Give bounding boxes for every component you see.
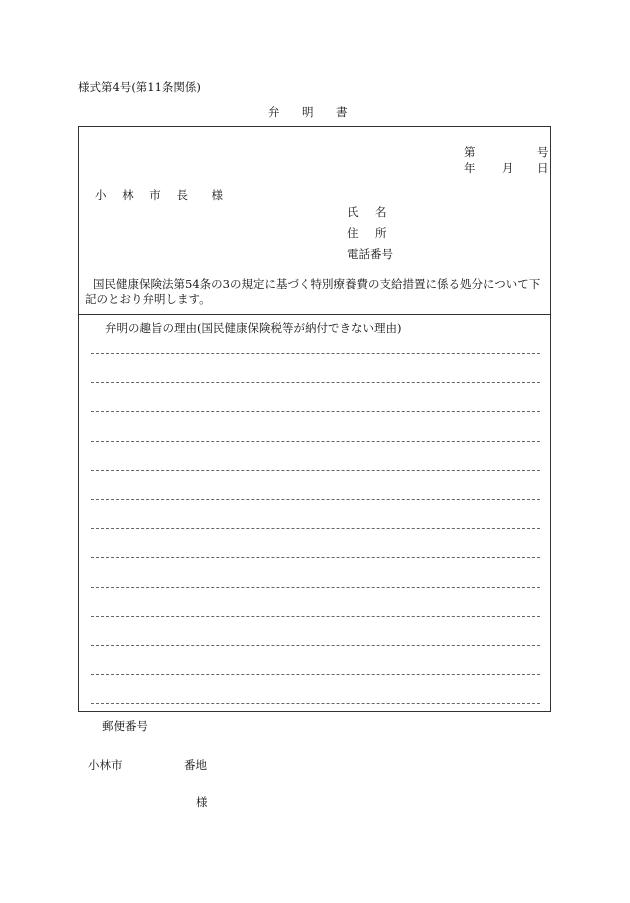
reason-line[interactable] xyxy=(91,382,540,383)
reason-line[interactable] xyxy=(91,499,540,500)
applicant-name-label xyxy=(347,207,387,219)
reason-line[interactable] xyxy=(91,703,540,704)
label-char: 所 xyxy=(375,226,387,240)
applicant-address-label xyxy=(347,228,387,240)
date-year-label: 年 xyxy=(464,161,476,175)
label-char: 住 xyxy=(347,226,359,240)
reason-line[interactable] xyxy=(91,587,540,588)
reason-heading: 弁明の趣旨の理由(国民健康保険税等が納付できない理由) xyxy=(105,321,402,335)
label-char: 氏 xyxy=(347,205,359,219)
postal-code-label: 郵便番号 xyxy=(102,719,148,733)
label-char: 名 xyxy=(375,205,387,219)
statement-text: 国民健康保険法第54条の3の規定に基づく特別療養費の支給措置に係る処分について下記のとおり弁明します。 xyxy=(85,277,541,306)
reason-line[interactable] xyxy=(91,616,540,617)
reason-line[interactable] xyxy=(91,411,540,412)
title-char: 弁 xyxy=(268,105,284,119)
reason-line[interactable] xyxy=(91,441,540,442)
reason-line[interactable] xyxy=(91,674,540,675)
banchi-label: 番地 xyxy=(184,758,207,772)
reason-line[interactable] xyxy=(91,353,540,354)
date-month-label: 月 xyxy=(502,161,514,175)
reason-line[interactable] xyxy=(91,470,540,471)
form-frame xyxy=(78,126,551,712)
section-divider xyxy=(79,314,550,315)
reason-line[interactable] xyxy=(91,645,540,646)
applicant-phone-label: 電話番号 xyxy=(347,247,393,261)
city-label: 小林市 xyxy=(88,758,123,772)
reason-line[interactable] xyxy=(91,557,540,558)
issue-number-prefix: 第 xyxy=(464,145,476,159)
reason-line[interactable] xyxy=(91,528,540,529)
addressee: 小 林 市 長 様 xyxy=(95,188,229,202)
honorific-label: 様 xyxy=(196,795,208,809)
date-day-label: 日 xyxy=(537,161,549,175)
form-number: 様式第4号(第11条関係) xyxy=(78,80,201,94)
title-char: 書 xyxy=(336,105,352,119)
title-char: 明 xyxy=(302,105,318,119)
document-title xyxy=(268,107,352,119)
issue-number-suffix: 号 xyxy=(537,145,549,159)
